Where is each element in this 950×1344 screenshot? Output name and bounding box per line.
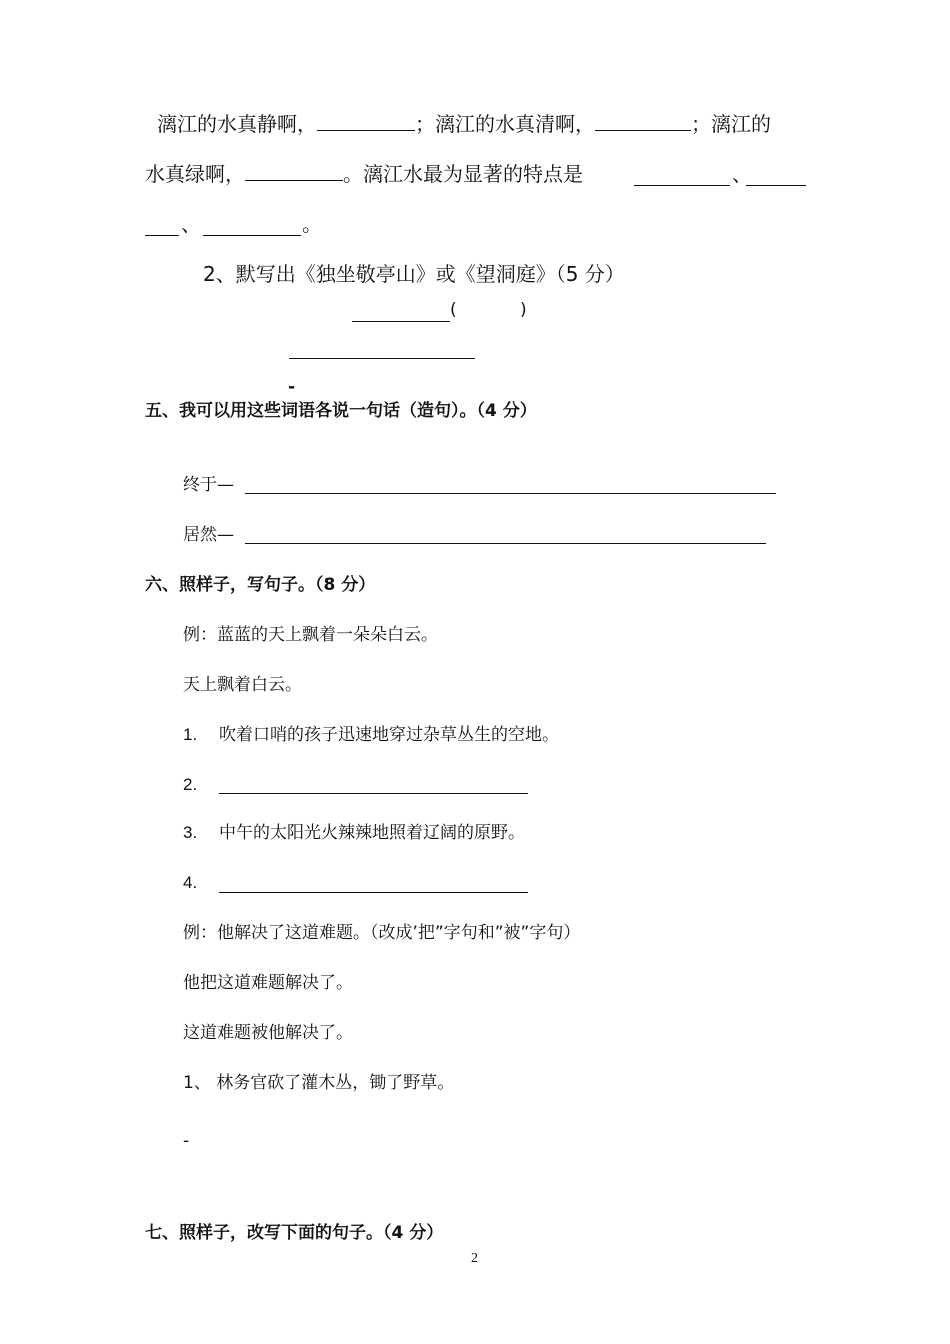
- question-recite-poem: 2、默写出《独坐敬亭山》或《望洞庭》（5 分）: [203, 262, 625, 286]
- q3-text: 中午的太阳光火辣辣地照着辽阔的原野。: [219, 823, 525, 843]
- blank-q2[interactable]: [219, 792, 528, 794]
- blank-1[interactable]: [317, 129, 415, 131]
- blank-6[interactable]: [203, 234, 301, 236]
- paren-close: ): [520, 300, 527, 320]
- word-zhongyu: 终于—: [183, 475, 234, 495]
- section-7-title: 七、照样子，改写下面的句子。（4 分）: [145, 1223, 444, 1243]
- word-juran: 居然—: [183, 525, 234, 545]
- example-2: 例：他解决了这道难题。（改成’把”字句和”被”字句）: [183, 923, 581, 943]
- blank-2[interactable]: [595, 129, 691, 131]
- blank-3[interactable]: [245, 179, 343, 181]
- q2-number: 2.: [183, 775, 198, 794]
- q3-number: 3.: [183, 823, 198, 842]
- period-end: 。: [302, 212, 322, 236]
- blank-poem-line[interactable]: [289, 357, 475, 359]
- example-2-ba-sentence: 他把这道难题解决了。: [183, 973, 353, 993]
- dash-mark-2: -: [183, 1131, 190, 1151]
- example-2-bei-sentence: 这道难题被他解决了。: [183, 1023, 353, 1043]
- text-lijiang-tail: ；漓江的: [691, 112, 771, 136]
- text-lijiang-feature: 。漓江水最为显著的特点是: [343, 162, 583, 186]
- paren-open: (: [450, 300, 457, 320]
- blank-poem-title[interactable]: [352, 320, 450, 322]
- q1-text: 吹着口哨的孩子迅速地穿过杂草丛生的空地。: [219, 725, 559, 745]
- q4-number: 4.: [183, 873, 198, 892]
- dash-mark-1: -: [288, 377, 296, 397]
- blank-q4[interactable]: [219, 891, 528, 893]
- text-lijiang-green: 水真绿啊，: [145, 162, 245, 186]
- text-lijiang-still: 漓江的水真静啊，: [157, 112, 317, 136]
- q5-text: 1、 林务官砍了灌木丛，锄了野草。: [183, 1073, 455, 1093]
- blank-5b[interactable]: [145, 234, 179, 236]
- section-6-title: 六、照样子，写句子。（8 分）: [145, 575, 376, 595]
- example-1: 例：蓝蓝的天上飘着一朵朵白云。: [183, 625, 438, 645]
- separator-1: 、: [732, 162, 752, 186]
- section-5-title: 五、我可以用这些词语各说一句话（造句）。（4 分）: [145, 401, 537, 421]
- blank-sentence-juran[interactable]: [245, 542, 766, 544]
- blank-sentence-zhongyu[interactable]: [245, 492, 776, 494]
- fill-line-2: [145, 162, 583, 186]
- separator-2: 、: [181, 212, 201, 236]
- blank-4[interactable]: [634, 184, 730, 186]
- fill-line-1: [157, 112, 771, 136]
- example-1-answer: 天上飘着白云。: [183, 675, 302, 695]
- q1-number: 1.: [183, 725, 198, 744]
- text-lijiang-clear: ；漓江的水真清啊，: [415, 112, 595, 136]
- blank-5a[interactable]: [746, 184, 806, 186]
- page-number: 2: [471, 1251, 478, 1266]
